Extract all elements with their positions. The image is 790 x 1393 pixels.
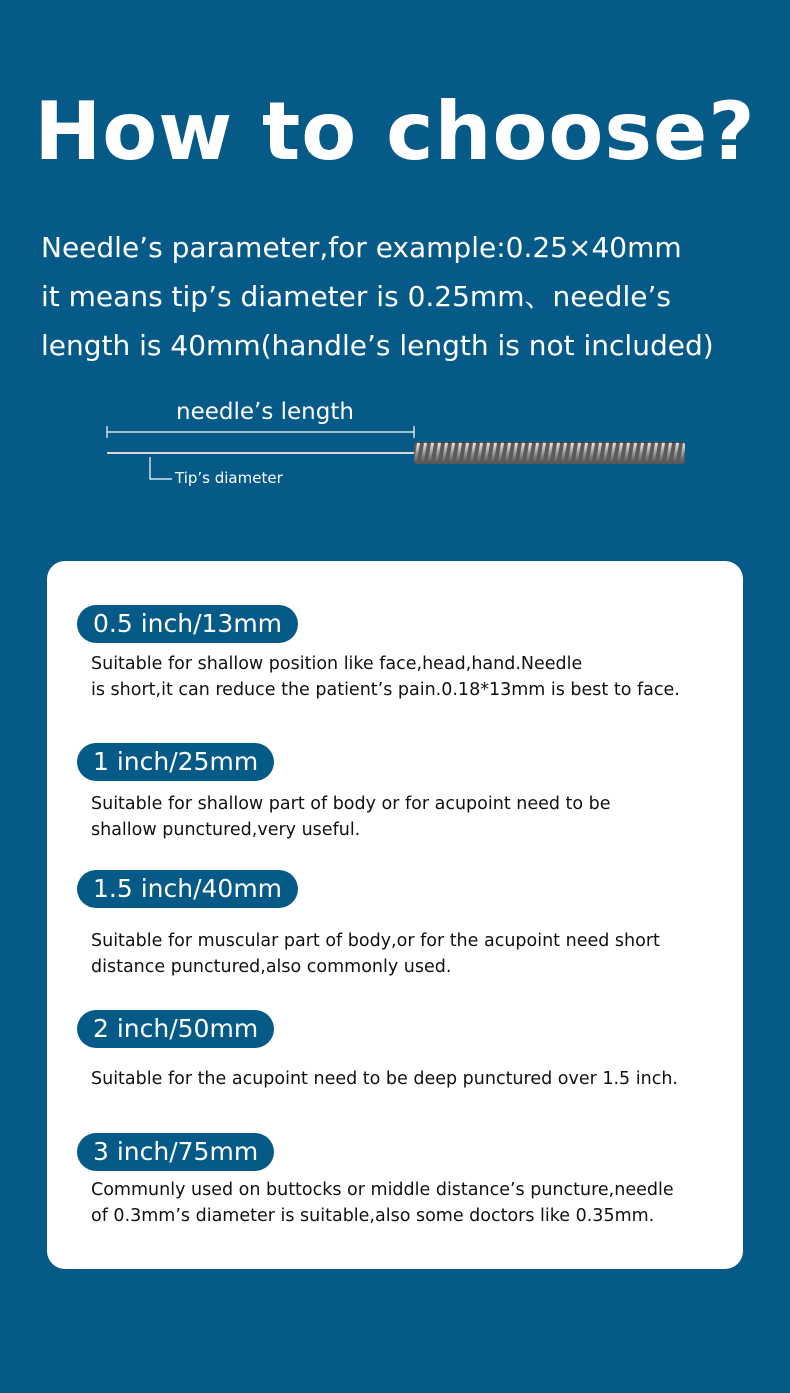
tip-marker — [150, 457, 172, 479]
option-size-pill: 0.5 inch/13mm — [77, 605, 298, 643]
intro-line-2: it means tip’s diameter is 0.25mm、needle’s — [41, 280, 671, 313]
description-line: shallow punctured,very useful. — [91, 820, 361, 840]
option-size-pill: 2 inch/50mm — [77, 1010, 274, 1048]
option-section — [77, 1010, 737, 1092]
intro-line-1: Needle’s parameter,for example:0.25×40mm — [41, 231, 682, 264]
description-line: distance punctured,also commonly used. — [91, 957, 452, 977]
length-bracket — [107, 426, 414, 438]
needle-handle — [414, 442, 685, 464]
tip-diameter-label: Tip’s diameter — [175, 469, 283, 487]
option-description — [91, 1177, 737, 1229]
description-line: Communly used on buttocks or middle distance’s puncture,needle — [91, 1180, 674, 1200]
description-line: Suitable for shallow position like face,head,hand.Needle — [91, 654, 583, 674]
option-section — [77, 743, 737, 843]
option-description — [91, 1066, 737, 1092]
option-section — [77, 605, 737, 703]
option-description — [91, 791, 737, 843]
description-line: Suitable for shallow part of body or for acupoint need to be — [91, 794, 611, 814]
needle-illustration — [0, 395, 790, 505]
option-description — [91, 651, 737, 703]
description-line: of 0.3mm’s diameter is suitable,also some doctors like 0.35mm. — [91, 1206, 655, 1226]
option-size-pill: 1 inch/25mm — [77, 743, 274, 781]
description-line: Suitable for the acupoint need to be deep punctured over 1.5 inch. — [91, 1069, 678, 1089]
option-section — [77, 1133, 737, 1229]
intro-line-3: length is 40mm(handle’s length is not included) — [41, 329, 714, 362]
option-description — [91, 928, 737, 980]
option-section — [77, 870, 737, 980]
options-card — [47, 561, 743, 1269]
needle-diagram — [0, 395, 790, 505]
page-title: How to choose? — [34, 85, 756, 178]
needle-length-label: needle’s length — [176, 399, 354, 425]
description-line: is short,it can reduce the patient’s pain.0.18*13mm is best to face. — [91, 680, 680, 700]
description-line: Suitable for muscular part of body,or for the acupoint need short — [91, 931, 660, 951]
intro-text — [41, 223, 781, 370]
option-size-pill: 3 inch/75mm — [77, 1133, 274, 1171]
option-size-pill: 1.5 inch/40mm — [77, 870, 298, 908]
